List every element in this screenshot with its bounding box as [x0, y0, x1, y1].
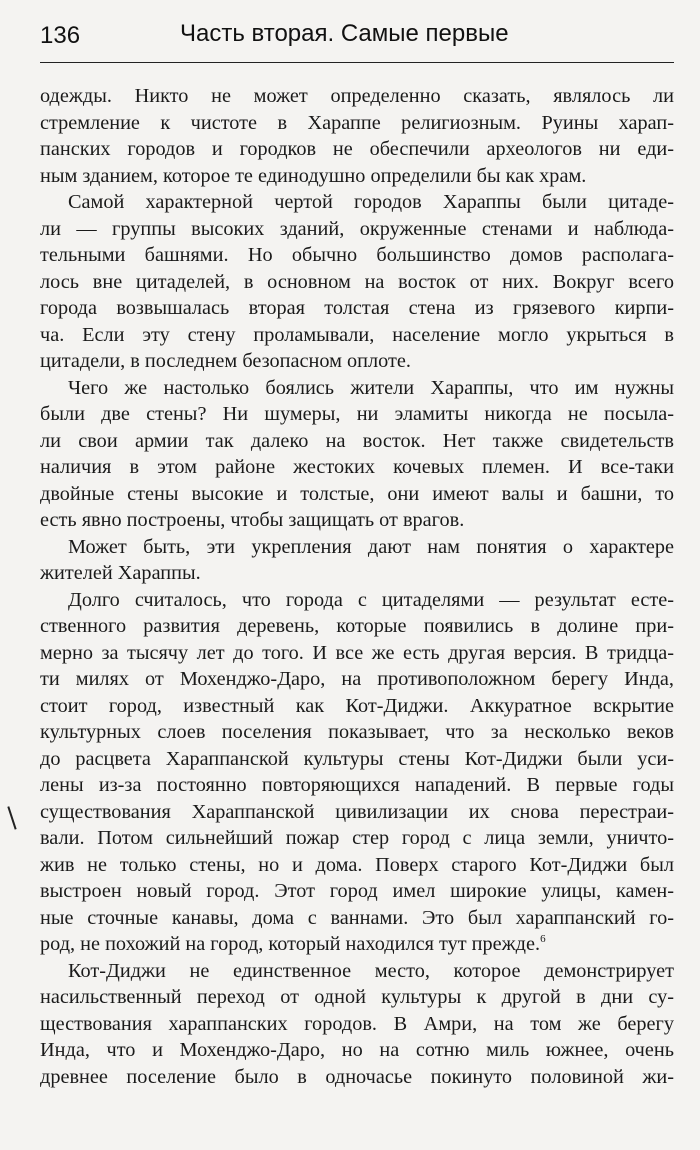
- text-line: города возвышалась вторая толстая стена из грязевого кирпи-: [40, 297, 674, 319]
- footnote-marker: 6: [540, 933, 546, 946]
- text-line: были две стены? Ни шумеры, ни эламиты никогда не посыла-: [40, 403, 674, 425]
- text-line: стоит город, известный как Кот-Диджи. Аккуратное вскрытие: [40, 694, 674, 717]
- text-line: тельными башнями. Но обычно большинство домов располага-: [40, 244, 674, 266]
- text-line: стремление к чистоте в Хараппе религиозным. Руины харап-: [40, 111, 674, 134]
- text-line: Чего же настолько боялись жители Хараппы, что им нужны: [68, 376, 674, 399]
- text-line: лены из-за постоянно повторяющихся нападений. В первые годы: [40, 774, 674, 796]
- text-line: ные сточные канавы, дома с ваннами. Это был хараппанский го-: [40, 906, 674, 929]
- text-line: насильственный переход от одной культуры к другой в дни су-: [40, 986, 674, 1008]
- running-title: Часть вторая. Самые первые: [180, 20, 509, 47]
- text-line: лось вне цитаделей, в основном на восток от них. Вокруг всего: [40, 270, 674, 293]
- text-line: жителей Хараппы.: [40, 562, 201, 584]
- text-line: выстроен новый город. Этот город имел широкие улицы, камен-: [40, 880, 674, 902]
- text-line: ственного развития деревень, которые появились в долине при-: [40, 615, 674, 637]
- text-line-with-footnote: [40, 931, 674, 958]
- text-line: ти милях от Мохенджо-Даро, на противоположном берегу Инда,: [40, 668, 674, 690]
- text-line: Долго считалось, что города с цитаделями — результат есте-: [68, 588, 674, 611]
- body-text: [40, 83, 674, 1090]
- header-rule: [40, 62, 674, 63]
- page-header: [40, 20, 680, 56]
- text-line: Инда, что и Мохенджо-Даро, но на сотню миль южнее, очень: [40, 1039, 674, 1061]
- text-line: Может быть, эти укрепления дают нам понятия о характере: [68, 535, 674, 558]
- margin-pencil-mark: [6, 806, 20, 830]
- text-line: цитадели, в последнем безопасном оплоте.: [40, 350, 411, 372]
- text-line: есть явно построены, чтобы защищать от врагов.: [40, 509, 465, 531]
- text-line: вали. Потом сильнейший пожар стер город с лица земли, уничто-: [40, 827, 674, 849]
- text-line: мерно за тысячу лет до того. И все же есть другая версия. В тридца-: [40, 641, 674, 664]
- text-line: Самой характерной чертой городов Хараппы были цитаде-: [68, 191, 674, 213]
- text-line: существования Хараппанской цивилизации их снова перестраи-: [40, 800, 674, 823]
- text-line: ли — группы высоких зданий, окруженные стенами и наблюда-: [40, 217, 674, 240]
- text-line: Кот-Диджи не единственное место, которое демонстрирует: [68, 959, 674, 982]
- text-line: древнее поселение было в одночасье покинуто половиной жи-: [40, 1065, 674, 1088]
- page-number: 136: [40, 22, 81, 49]
- text-line: культурных слоев поселения показывает, что за несколько веков: [40, 721, 674, 743]
- text-line: жив не только стены, но и дома. Поверх старого Кот-Диджи был: [40, 853, 674, 876]
- text-line: панских городов и городков не обеспечили археологов ни еди-: [40, 138, 674, 160]
- text-line: ным зданием, которое те единодушно определили бы как храм.: [40, 164, 587, 187]
- text-line: ли свои армии так далеко на восток. Нет также свидетельств: [40, 429, 674, 452]
- text-line: наличия в этом районе жестоких кочевых племен. И все-таки: [40, 456, 674, 478]
- text-line: ществования хараппанских городов. В Амри, на том же берегу: [40, 1012, 674, 1035]
- text-line: до расцвета Хараппанской культуры стены Кот-Диджи были уси-: [40, 747, 674, 770]
- text-line: двойные стены высокие и толстые, они имеют валы и башни, то: [40, 482, 674, 505]
- text-line: род, не похожий на город, который находился тут прежде.: [40, 933, 541, 955]
- text-line: ча. Если эту стену проламывали, население могло укрыться в: [40, 323, 674, 346]
- text-line: одежды. Никто не может определенно сказать, являлось ли: [40, 85, 674, 107]
